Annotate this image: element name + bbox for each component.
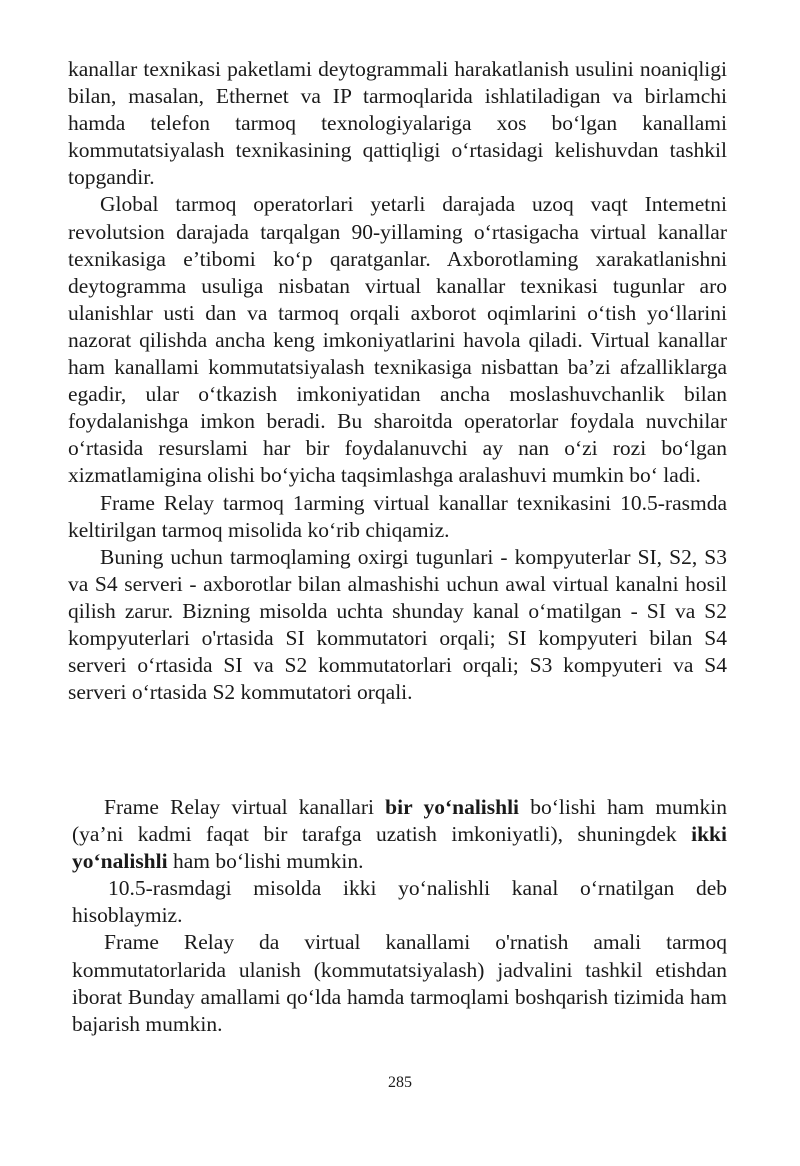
paragraph-2: Global tarmoq operatorlari yetarli darajada uzoq vaqt Intemetni revolutsion darajada tarqalgan 90-yillaming o‘rtasigacha virtual kanallar texnikasiga e’tibomi ko‘p qaratganlar. Axborotlaming xarakatlanishni deytogramma usuliga nisbatan virtual kanallar texnikasi tugunlar aro ulanishlar usti dan va tarmoq orqali axborot oqimlarini o‘tish yo‘llarini nazorat qilishda ancha keng imkoniyatlarini havola qiladi. Virtual kanallar ham kanallami kommutatsiyalash texnikasiga nisbattan ba’zi afzalliklarga egadir, ular o‘tkazish imkoniyatidan ancha moslashuvchanlik bilan foydalanishga imkon beradi. Bu sharoitda operatorlar foydala nuvchilar o‘rtasida resurslami har bir foydalanuvchi ay nan o‘zi rozi bo‘lgan xizmatlamigina olishi bo‘yicha taqsimlashga aralashuvi mumkin bo‘ ladi. [68,192,727,488]
page-number: 285 [388,1074,412,1091]
paragraph-4: Buning uchun tarmoqlaming oxirgi tugunlari - kompyuterlar SI, S2, S3 va S4 serveri - axborotlar bilan almashishi uchun awal virtual kanalni hosil qilish zarur. Bizning misolda uchta shunday kanal o‘matilgan - SI va S2 kompyuterlari o'rtasida SI kommutatori orqali; SI kompyuteri bilan S4 serveri o‘rtasida SI va S2 kommutatorlari orqali; S3 kompyuteri va S4 serveri o‘rtasida S2 kommutatori orqali. [68,544,727,705]
paragraph-6: 10.5-rasmdagi misolda ikki yo‘nalishli kanal o‘rnatilgan deb hisoblaymiz. [72,876,727,928]
paragraph-5-part3: ham bo‘lishi mumkin. [167,849,364,874]
bold-term-two-directional: ikki yo‘nalishli [72,822,727,874]
text-block-bottom [72,794,727,1038]
paragraph-5-part2: bo‘lishi ham mumkin (ya’ni kadmi faqat bir tarafga uzatish imkoniyatli), shuningdek [72,795,728,847]
bold-term-one-directional: bir yo‘nalishli [385,795,520,819]
paragraph-7: Frame Relay da virtual kanallami o'rnatish amali tarmoq kommutatorlarida ulanish (kommutatsiyalash) jadvalini tashkil etishdan iborat Bunday amallami qo‘lda hamda tarmoqlami boshqarish tizimida ham bajarish mumkin. [72,930,727,1036]
paragraph-5 [72,794,727,875]
paragraph-1: kanallar texnikasi paketlami deytogrammali harakatlanish usulini noaniqligi bilan, masalan, Ethernet va IP tarmoqlarida ishlatiladigan va birlamchi hamda telefon tarmoq texnologiyalariga xos bo‘lgan kanallami kommutatsiyalash texnikasining qattiqligi o‘rtasidagi kelishuvdan tashkil topgandir. [68,57,727,190]
paragraph-5-part1: Frame Relay virtual kanallari [104,795,386,819]
paragraph-3: Frame Relay tarmoq 1arming virtual kanallar texnikasini 10.5-rasmda keltirilgan tarmoq misolida ko‘rib chiqamiz. [68,490,727,542]
text-block-top [68,56,727,706]
